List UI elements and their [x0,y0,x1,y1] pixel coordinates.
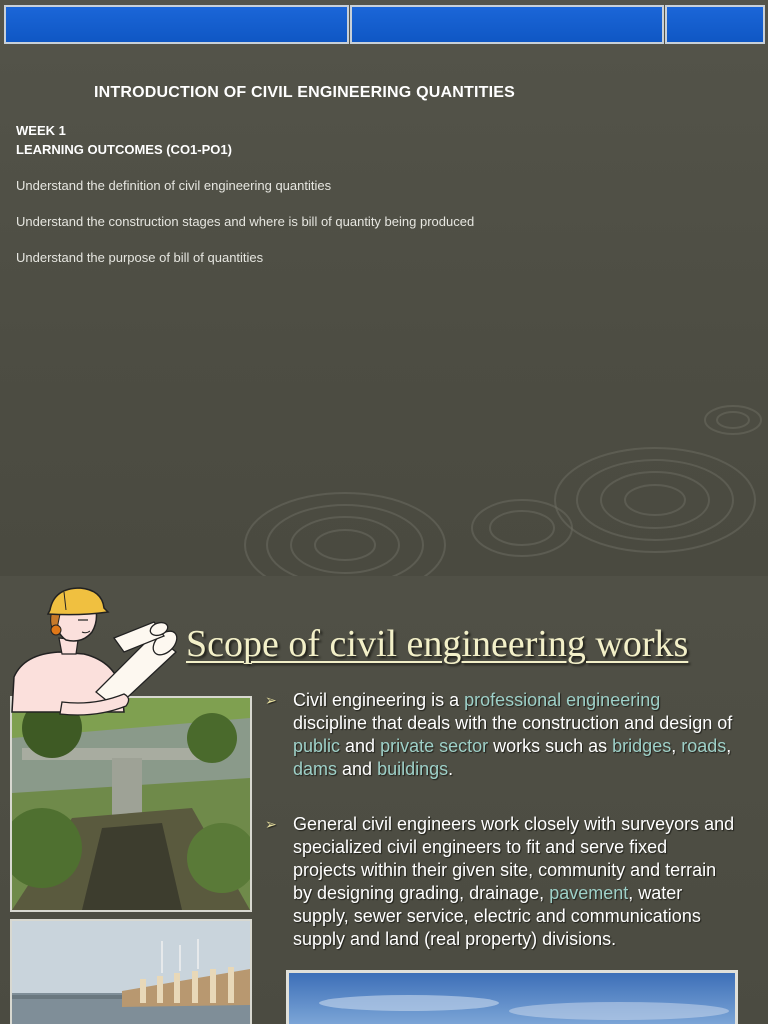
bullet-arrow-icon: ➢ [265,692,277,708]
link-dams[interactable]: dams [293,759,338,779]
bullet-civil-engineering-definition [265,689,735,781]
bullet-text: Civil engineering is a [293,690,465,710]
bullet-text: , [671,736,682,756]
link-professional-engineering[interactable]: professional engineering [464,690,661,710]
slide-2 [0,576,768,1024]
learning-outcome-item: Understand the definition of civil engineering quantities [16,178,332,193]
engineer-clipart [4,582,188,722]
barrage-photo [10,919,252,1024]
dam-photo-image [12,698,250,910]
bullet-text: General civil engineers work closely with surveyors and specialized civil engineers to fit and serve fixed projects within their given site, community and terrain by designing grading, drainage, [293,814,735,903]
bullet-text: and [337,759,378,779]
link-pavement[interactable]: pavement [549,883,629,903]
slide-1-title: INTRODUCTION OF CIVIL ENGINEERING QUANTITIES [94,84,515,101]
slide-2-title: Scope of civil engineering works [186,623,689,665]
bullet-text: works such as [488,736,613,756]
link-private-sector[interactable]: private sector [380,736,489,756]
bullet-text: , water supply, sewer service, electric and communications supply and land (real property) divisions. [293,883,701,949]
bullet-arrow-icon: ➢ [265,816,277,832]
bullet-text: and [340,736,381,756]
week-label: WEEK 1 [16,123,66,138]
link-roads[interactable]: roads [681,736,727,756]
landscape-photo-image [289,973,735,1024]
bullet-general-civil-engineers [265,813,735,951]
link-buildings[interactable]: buildings [377,759,449,779]
link-public[interactable]: public [293,736,341,756]
landscape-photo [286,970,738,1024]
link-bridges[interactable]: bridges [612,736,672,756]
bullet-text: . [448,759,454,779]
bullet-text: , [726,736,732,756]
dam-photo [10,696,252,912]
bullet-text: discipline that deals with the construction and design of [293,713,733,733]
learning-outcomes-heading: LEARNING OUTCOMES (CO1-PO1) [16,142,232,157]
learning-outcome-item: Understand the purpose of bill of quantities [16,250,264,265]
barrage-photo-image [12,921,250,1024]
learning-outcome-item: Understand the construction stages and where is bill of quantity being produced [16,214,475,229]
